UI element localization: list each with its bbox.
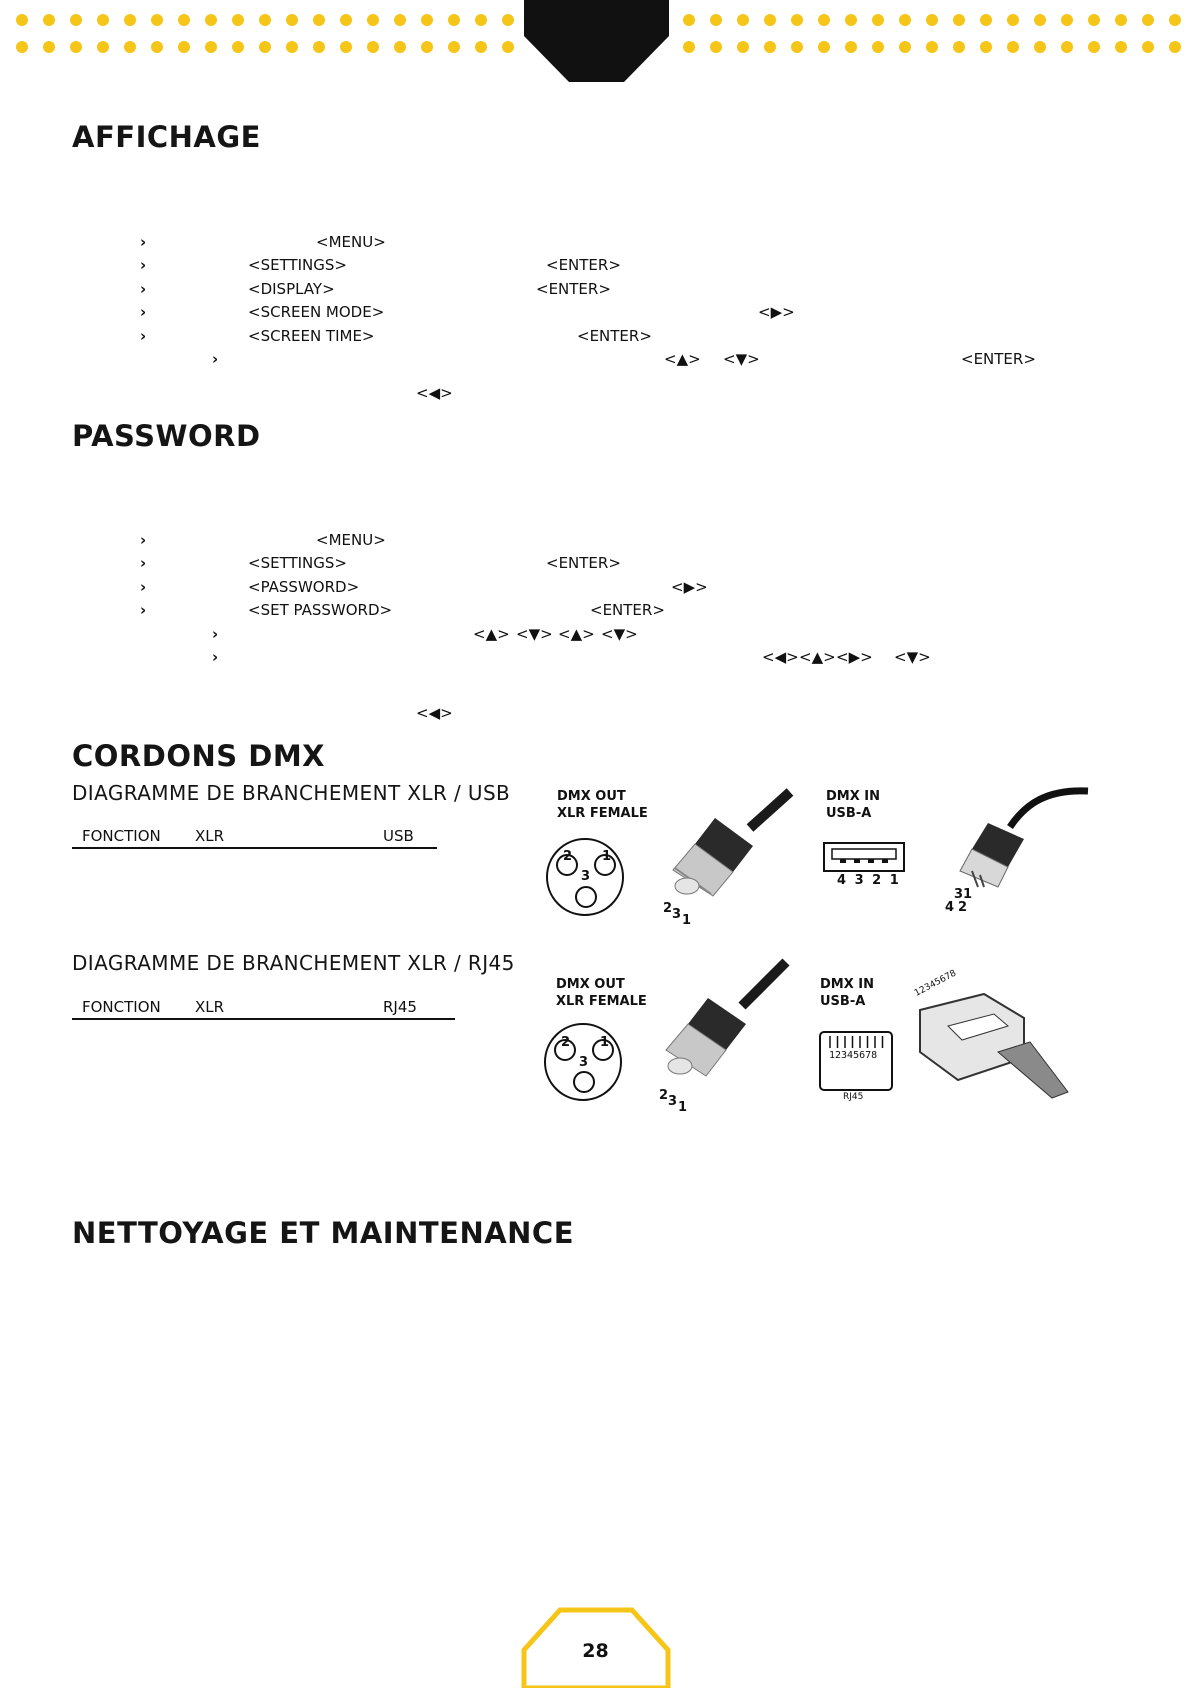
rj45-plug-image [912, 982, 1072, 1102]
rj45-in-label: DMX IN USB-A [820, 977, 874, 1009]
decor-dot [764, 14, 776, 26]
decor-dot [367, 14, 379, 26]
decor-dot [475, 41, 487, 53]
usb-diagram-subtitle: DIAGRAMME DE BRANCHEMENT XLR / USB [72, 781, 511, 805]
password-step-7: <◀> [416, 704, 453, 722]
decor-dot [340, 41, 352, 53]
decor-dot [232, 41, 244, 53]
section-title-cordons-dmx: CORDONS DMX [72, 739, 326, 773]
decor-dot [1061, 41, 1073, 53]
decor-dot [205, 41, 217, 53]
decor-dot [926, 14, 938, 26]
decor-dot [872, 14, 884, 26]
affichage-step-1: › <MENU> [140, 233, 386, 251]
decor-dot [97, 41, 109, 53]
pin-label: 2 [561, 1035, 571, 1050]
usb-table-header [72, 825, 437, 849]
decor-dot [980, 41, 992, 53]
top-tab-shape [524, 0, 669, 84]
col-rj45: RJ45 [383, 998, 417, 1016]
decor-dot [1142, 14, 1154, 26]
decor-dot [710, 14, 722, 26]
rj45-jack-pins: 12345678 [829, 1050, 878, 1061]
password-step-1: › <MENU> [140, 531, 386, 549]
top-dots-right [683, 14, 1191, 58]
affichage-step-2: › <SETTINGS> <ENTER> [140, 256, 621, 274]
rj45-table-header [72, 996, 455, 1020]
usb-out-label: DMX OUT XLR FEMALE [557, 789, 648, 821]
decor-dot [683, 14, 695, 26]
pin-label: 1 [678, 1100, 688, 1115]
decor-dot [818, 41, 830, 53]
decor-dot [737, 14, 749, 26]
affichage-step-5: › <SCREEN TIME> <ENTER> [140, 327, 652, 345]
decor-dot [421, 14, 433, 26]
top-dots-left [16, 14, 529, 58]
decor-dot [16, 14, 28, 26]
decor-dot [502, 14, 514, 26]
pin-label: 3 [579, 1055, 589, 1070]
decor-dot [1115, 41, 1127, 53]
decor-dot [151, 41, 163, 53]
pin-label: 2 [663, 901, 673, 916]
usb-port-icon [822, 841, 906, 875]
affichage-step-3: › <DISPLAY> <ENTER> [140, 280, 611, 298]
section-title-affichage: AFFICHAGE [72, 120, 261, 154]
decor-dot [791, 14, 803, 26]
col-xlr: XLR [195, 998, 225, 1016]
decor-dot [394, 14, 406, 26]
password-step-3: › <PASSWORD> <▶> [140, 578, 708, 596]
decor-dot [791, 41, 803, 53]
usb-cable-image [938, 783, 1090, 893]
password-step-5: › <▲> <▼> <▲> <▼> [212, 625, 638, 643]
decor-dot [1007, 41, 1019, 53]
col-xlr: XLR [195, 827, 225, 845]
xlr-cable-image [650, 958, 790, 1093]
usb-in-label: DMX IN USB-A [826, 789, 880, 821]
decor-dot [1088, 14, 1100, 26]
decor-dot [872, 41, 884, 53]
decor-dot [926, 41, 938, 53]
decor-dot [124, 41, 136, 53]
decor-dot [259, 14, 271, 26]
rj45-plug-pins: 12345678 [913, 968, 959, 999]
decor-dot [1034, 41, 1046, 53]
pin-label: 2 [563, 849, 573, 864]
decor-dot [1169, 41, 1181, 53]
decor-dot [1169, 14, 1181, 26]
decor-dot [448, 41, 460, 53]
pin-label: 3 [954, 887, 964, 902]
decor-dot [259, 41, 271, 53]
decor-dot [1142, 41, 1154, 53]
affichage-step-4: › <SCREEN MODE> <▶> [140, 303, 795, 321]
decor-dot [764, 41, 776, 53]
decor-dot [286, 41, 298, 53]
pin-label: 4 [945, 900, 955, 915]
decor-dot [710, 41, 722, 53]
decor-dot [502, 41, 514, 53]
decor-dot [313, 14, 325, 26]
decor-dot [178, 14, 190, 26]
pin-label: 1 [682, 913, 692, 928]
decor-dot [313, 41, 325, 53]
decor-dot [899, 41, 911, 53]
password-step-6: › <◀> <▲> <▶> <▼> [212, 648, 931, 666]
decor-dot [448, 14, 460, 26]
decor-dot [421, 41, 433, 53]
section-title-nettoyage: NETTOYAGE ET MAINTENANCE [72, 1216, 575, 1250]
decor-dot [1115, 14, 1127, 26]
page-number: 28 [582, 1640, 609, 1662]
section-title-password: PASSWORD [72, 419, 261, 453]
pin-label: 2 [659, 1088, 669, 1103]
decor-dot [845, 41, 857, 53]
decor-dot [178, 41, 190, 53]
decor-dot [232, 14, 244, 26]
decor-dot [953, 14, 965, 26]
decor-dot [286, 14, 298, 26]
decor-dot [70, 14, 82, 26]
pin-label: 1 [600, 1035, 610, 1050]
xlr-cable-image [655, 788, 795, 908]
decor-dot [953, 41, 965, 53]
decor-dot [475, 14, 487, 26]
affichage-step-7: <◀> [416, 384, 453, 402]
rj45-jack-icon [818, 1030, 894, 1100]
decor-dot [340, 14, 352, 26]
decor-dot [70, 41, 82, 53]
decor-dot [16, 41, 28, 53]
decor-dot [1061, 14, 1073, 26]
decor-dot [367, 41, 379, 53]
col-usb: USB [383, 827, 414, 845]
decor-dot [1007, 14, 1019, 26]
decor-dot [1034, 14, 1046, 26]
password-step-4: › <SET PASSWORD> <ENTER> [140, 601, 665, 619]
decor-dot [97, 14, 109, 26]
pin-label: 1 [963, 887, 973, 902]
decor-dot [151, 14, 163, 26]
pin-label: 3 [668, 1094, 678, 1109]
pin-label: 1 [602, 849, 612, 864]
col-fonction: FONCTION [82, 998, 161, 1016]
decor-dot [818, 14, 830, 26]
decor-dot [43, 14, 55, 26]
rj45-out-label: DMX OUT XLR FEMALE [556, 977, 647, 1009]
password-step-2: › <SETTINGS> <ENTER> [140, 554, 621, 572]
decor-dot [683, 41, 695, 53]
decor-dot [1088, 41, 1100, 53]
decor-dot [737, 41, 749, 53]
decor-dot [124, 14, 136, 26]
decor-dot [980, 14, 992, 26]
rj45-jack-caption: RJ45 [843, 1092, 864, 1102]
pin-label: 2 [958, 900, 968, 915]
rj45-diagram-subtitle: DIAGRAMME DE BRANCHEMENT XLR / RJ45 [72, 951, 515, 975]
pin-label: 3 [581, 869, 591, 884]
decor-dot [845, 14, 857, 26]
affichage-step-6: › <▲> <▼> <ENTER> [212, 350, 1036, 368]
usb-port-pins: 4 3 2 1 [837, 873, 901, 888]
decor-dot [394, 41, 406, 53]
decor-dot [205, 14, 217, 26]
decor-dot [43, 41, 55, 53]
pin-label: 3 [672, 907, 682, 922]
col-fonction: FONCTION [82, 827, 161, 845]
decor-dot [899, 14, 911, 26]
